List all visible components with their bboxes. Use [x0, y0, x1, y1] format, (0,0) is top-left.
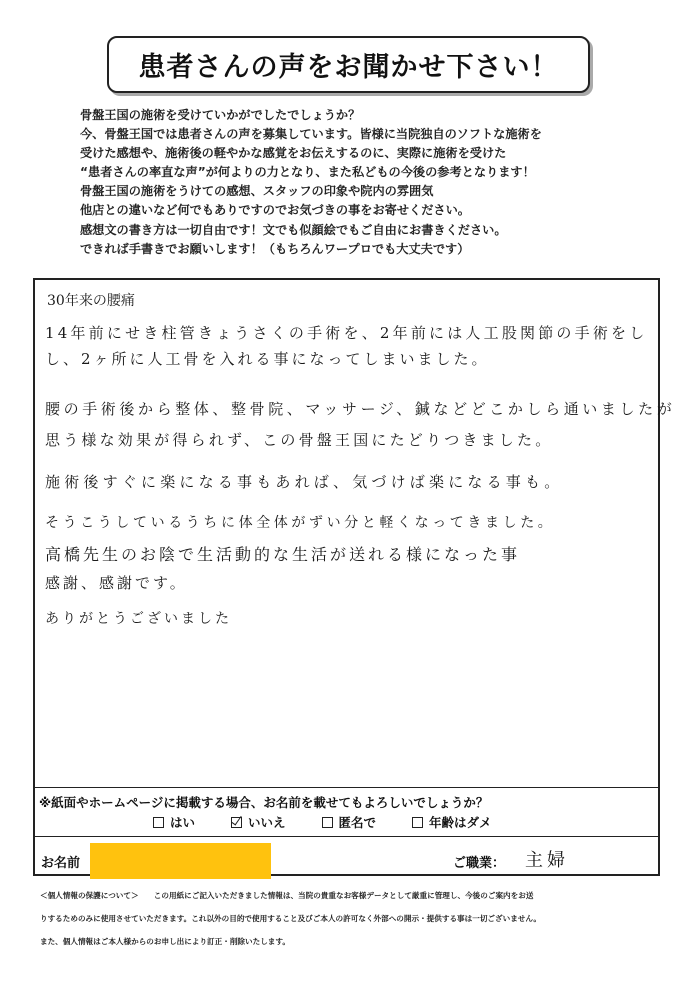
intro-text	[80, 106, 680, 259]
handwritten-line: ありがとうございました	[45, 611, 232, 627]
form-frame	[33, 278, 676, 876]
job-label: ご職業：	[453, 856, 506, 871]
divider	[35, 836, 658, 837]
name-label: お名前	[41, 856, 81, 871]
intro-line: できれば手書きでお願いします！（もちろんワープロでも大丈夫です）	[80, 241, 470, 256]
intro-line: 骨盤王国の施術を受けていかがでしたでしょうか？	[80, 108, 361, 122]
consent-options	[153, 813, 492, 831]
handwritten-line: 感謝、感謝です。	[45, 574, 188, 592]
handwritten-line: し、2ヶ所に人工骨を入れる事になってしまいました。	[45, 350, 490, 368]
intro-line: 感想文の書き方は一切自由です！文でも似顔絵でもご自由にお書きください。	[80, 222, 507, 237]
checkbox[interactable]	[153, 817, 164, 828]
footer-line: りするためのみに使用させていただきます。これ以外の目的で使用すること及びご本人の許可なく外部への開示・提供する事は一切ございません。	[40, 914, 542, 923]
title-box	[107, 36, 590, 93]
option-no[interactable]	[231, 813, 286, 831]
option-label: はい	[170, 815, 196, 830]
name-redaction	[90, 843, 271, 879]
divider	[35, 787, 658, 788]
privacy-notice	[40, 884, 670, 953]
consent-question: ※紙面やホームページに掲載する場合、お名前を載せてもよろしいでしょうか？	[39, 795, 489, 810]
handwritten-line: 腰の手術後から整体、整骨院、マッサージ、鍼などどこかしら通いましたが	[45, 400, 676, 418]
intro-line: 受けた感想や、施術後の軽やかな感覚をお伝えするのに、実際に施術を受けた	[80, 146, 507, 161]
option-yes[interactable]	[153, 813, 195, 831]
handwritten-line: 思う様な効果が得られず、この骨盤王国にたどりつきました。	[45, 431, 554, 449]
handwritten-title: 30年来の腰痛	[47, 293, 135, 309]
handwritten-line: 施術後すぐに楽になる事もあれば、気づけば楽になる事も。	[45, 473, 564, 491]
option-no-age[interactable]	[412, 813, 492, 831]
handwritten-line: 14年前にせき柱管きょうさくの手術を、2年前には人工股関節の手術をし	[45, 324, 648, 342]
intro-line: 今、骨盤王国では患者さんの声を募集しています。皆様に当院独自のソフトな施術を	[80, 127, 542, 142]
option-label: いいえ	[248, 815, 286, 830]
job-value: 主婦	[525, 850, 569, 871]
footer-line: ＜個人情報の保護について＞ この用紙にご記入いただきました情報は、当院の貴重なお客様データとして厳重に管理し、今後のご案内をお送	[40, 891, 534, 900]
checkbox[interactable]	[412, 817, 423, 828]
checkbox[interactable]	[322, 817, 333, 828]
option-label: 年齢はダメ	[429, 815, 492, 830]
intro-line: “患者さんの率直な声”が何よりの力となり、また私どもの今後の参考となります！	[80, 165, 535, 180]
checkbox-checked[interactable]	[231, 817, 242, 828]
footer-line: また、個人情報はご本人様からのお申し出により訂正・削除いたします。	[40, 937, 290, 946]
option-label: 匿名で	[338, 815, 377, 830]
handwritten-line: そうこうしているうちに体全体がずい分と軽くなってきました。	[45, 515, 556, 531]
page-title: 患者さんの声をお聞かせ下さい！	[138, 52, 559, 83]
handwritten-line: 高橋先生のお陰で生活動的な生活が送れる様になった事	[45, 545, 521, 564]
option-anonymous[interactable]	[322, 813, 377, 831]
intro-line: 他店との違いなど何でもありですのでお気づきの事をお寄せください。	[80, 203, 470, 218]
intro-line: 骨盤王国の施術をうけての感想、スタッフの印象や院内の雰囲気	[80, 184, 434, 199]
